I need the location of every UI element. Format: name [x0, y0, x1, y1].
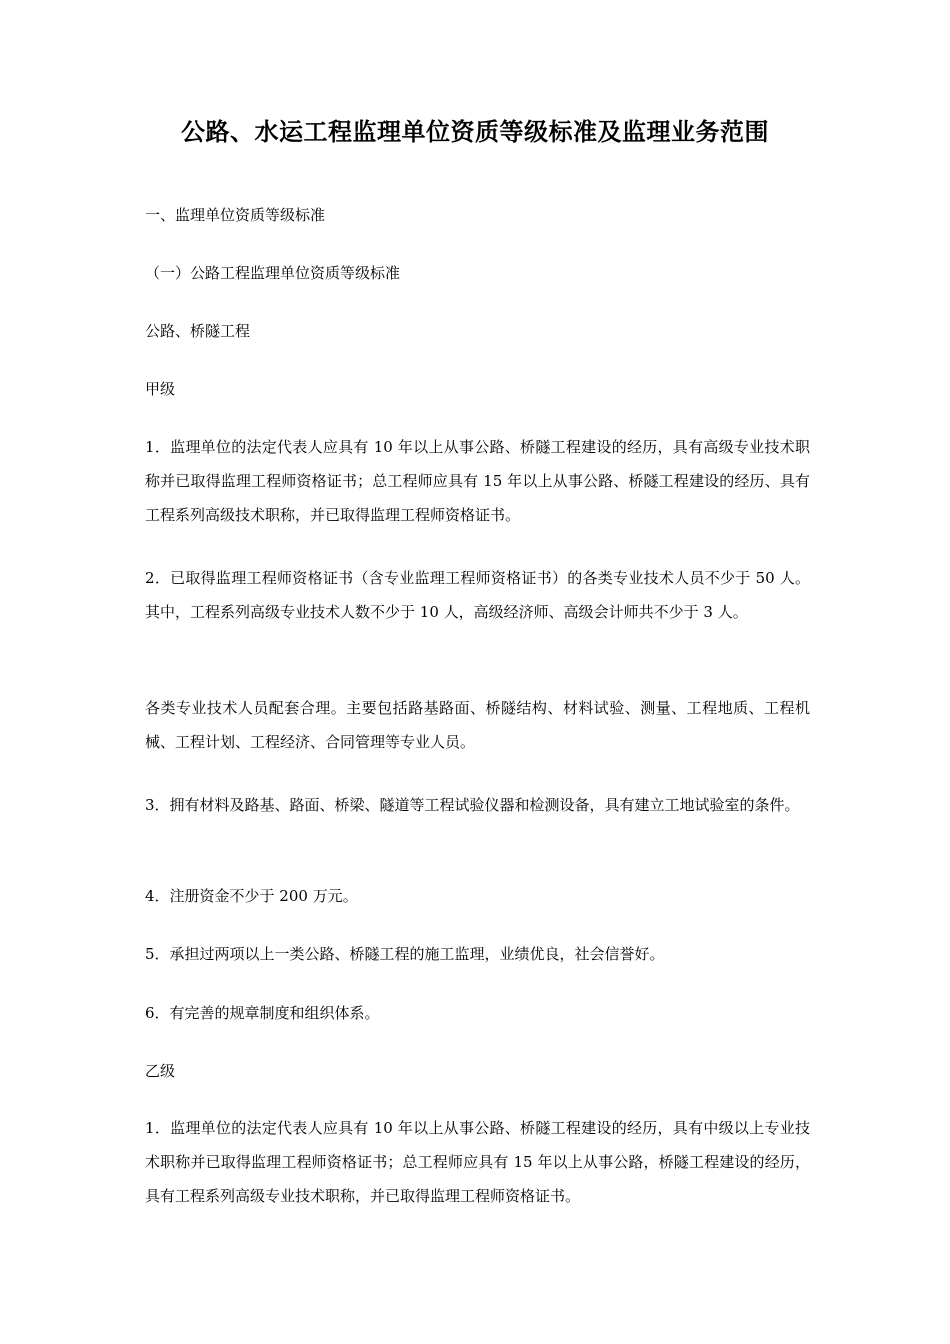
paragraph-a-1: 1．监理单位的法定代表人应具有 10 年以上从事公路、桥隧工程建设的经历，具有高级专业技术职称并已取得监理工程师资格证书；总工程师应具有 15 年以上从事公路、桥隧工程建设的经历、具有工程系列高级技术职称，并已取得监理工程师资格证书。: [145, 438, 810, 524]
subsection-heading: （一）公路工程监理单位资质等级标准: [145, 264, 401, 282]
category-heading: 公路、桥隧工程: [145, 322, 251, 340]
paragraph-a-5: 5．承担过两项以上一类公路、桥隧工程的施工监理，业绩优良，社会信誉好。: [145, 945, 665, 963]
section-heading: 一、监理单位资质等级标准: [145, 206, 326, 224]
document-title: 公路、水运工程监理单位资质等级标准及监理业务范围: [181, 118, 769, 146]
paragraph-a-3: 3．拥有材料及路基、路面、桥梁、隧道等工程试验仪器和检测设备，具有建立工地试验室的条件。: [145, 796, 800, 814]
paragraph-a-2: 2．已取得监理工程师资格证书（含专业监理工程师资格证书）的各类专业技术人员不少于 50 人。其中，工程系列高级专业技术人数不少于 10 人，高级经济师、高级会计师共不少于 3 人。: [145, 569, 810, 621]
paragraph-a-4: 4．注册资金不少于 200 万元。: [145, 887, 358, 905]
paragraph-a-6: 6．有完善的规章制度和组织体系。: [145, 1004, 380, 1022]
grade-heading-a: 甲级: [145, 380, 176, 398]
grade-heading-b: 乙级: [145, 1062, 176, 1080]
paragraph-a-staff: 各类专业技术人员配套合理。主要包括路基路面、桥隧结构、材料试验、测量、工程地质、工程机械、工程计划、工程经济、合同管理等专业人员。: [145, 699, 810, 751]
paragraph-b-1: 1．监理单位的法定代表人应具有 10 年以上从事公路、桥隧工程建设的经历，具有中级以上专业技术职称并已取得监理工程师资格证书；总工程师应具有 15 年以上从事公路，桥隧工程建设的经历，具有工程系列高级专业技术职称，并已取得监理工程师资格证书。: [145, 1119, 810, 1205]
